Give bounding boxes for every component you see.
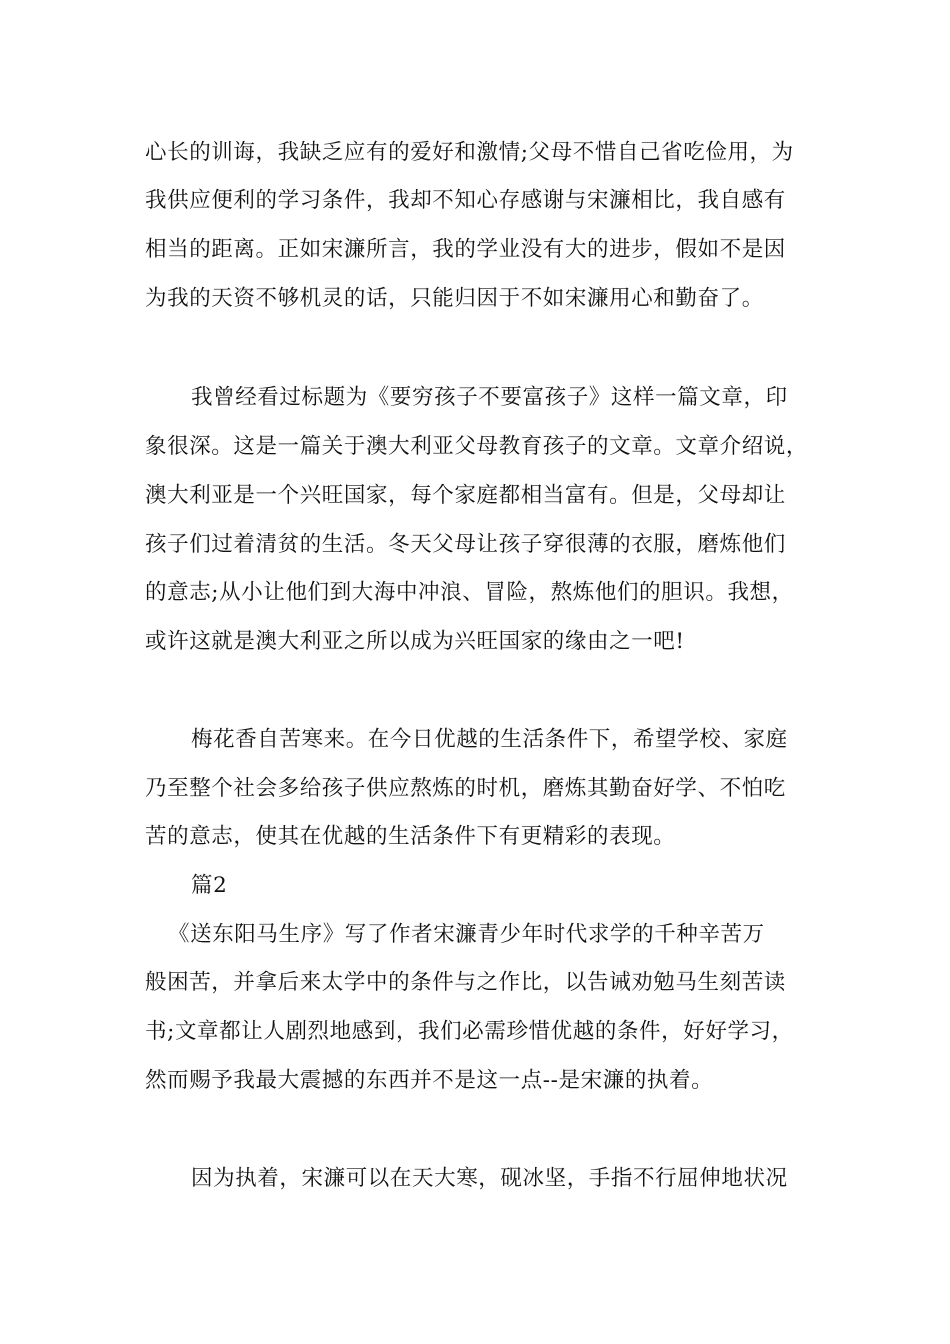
paragraph-3-line-1: 梅花香自苦寒来。在今日优越的生活条件下，希望学校、家庭	[191, 727, 788, 752]
paragraph-1-line-4: 为我的天资不够机灵的话，只能归因于不如宋濂用心和勤奋了。	[145, 286, 764, 311]
paragraph-4-line-3: 书;文章都让人剧烈地感到，我们必需珍惜优越的条件，好好学习，	[145, 1019, 794, 1044]
section-heading: 篇2	[191, 873, 228, 898]
paragraph-4-line-1: 《送东阳马生序》写了作者宋濂青少年时代求学的千种辛苦万	[168, 922, 765, 947]
paragraph-4-line-2: 般困苦，并拿后来太学中的条件与之作比，以告诫劝勉马生刻苦读	[145, 970, 786, 995]
paragraph-3-line-3: 苦的意志，使其在优越的生活条件下有更精彩的表现。	[145, 824, 676, 849]
paragraph-2-line-4: 孩子们过着清贫的生活。冬天父母让孩子穿很薄的衣服，磨炼他们	[145, 532, 786, 557]
paragraph-3-line-2: 乃至整个社会多给孩子供应熬炼的时机，磨炼其勤奋好学、不怕吃	[145, 776, 786, 801]
paragraph-1-line-1: 心长的训诲，我缺乏应有的爱好和激情;父母不惜自己省吃俭用，为	[145, 140, 794, 165]
paragraph-1-line-2: 我供应便利的学习条件，我却不知心存感谢与宋濂相比，我自感有	[145, 188, 786, 213]
paragraph-5-line-1: 因为执着，宋濂可以在天大寒，砚冰坚，手指不行屈伸地状况	[191, 1166, 788, 1191]
paragraph-2-line-6: 或许这就是澳大利亚之所以成为兴旺国家的缘由之一吧!	[145, 629, 685, 654]
paragraph-2-line-3: 澳大利亚是一个兴旺国家，每个家庭都相当富有。但是，父母却让	[145, 483, 786, 508]
paragraph-2-line-1: 我曾经看过标题为《要穷孩子不要富孩子》这样一篇文章，印	[191, 385, 788, 410]
paragraph-2-line-5: 的意志;从小让他们到大海中冲浪、冒险，熬炼他们的胆识。我想，	[145, 580, 794, 605]
paragraph-1-line-3: 相当的距离。正如宋濂所言，我的学业没有大的进步，假如不是因	[145, 237, 786, 262]
paragraph-2-line-2: 象很深。这是一篇关于澳大利亚父母教育孩子的文章。文章介绍说，	[145, 434, 809, 459]
paragraph-4-line-4: 然而赐予我最大震撼的东西并不是这一点--是宋濂的执着。	[145, 1068, 714, 1093]
